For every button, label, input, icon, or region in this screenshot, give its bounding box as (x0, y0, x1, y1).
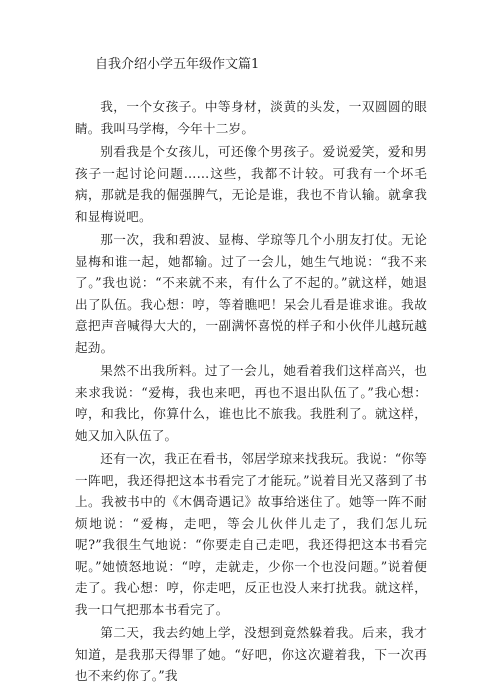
paragraph: 那一次，我和碧波、显梅、学琼等几个小朋友打仗。无论显梅和谁一起，她都输。过了一会儿，她生气地说：“我不来了。”我也说：“不来就不来，有什么了不起的。”就这样，她退出了队伍。我心想：哼，等着瞧吧！呆会儿看是谁求谁。我故意把声音喊得大大的，一副满怀喜悦的样子和小伙伴儿越玩越起劲。 (75, 232, 427, 355)
paragraph: 果然不出我所料。过了一会儿，她看着我们这样高兴，也来求我说：“爱梅，我也来吧，再也不退出队伍了。”我心想：哼，和我比，你算什么，谁也比不旅我。我胜利了。就这样，她又加入队伍了。 (75, 363, 427, 443)
paragraph: 还有一次，我正在看书，邻居学琼来找我玩。我说：“你等一阵吧，我还得把这本书看完了才能玩。”说着目光又落到了书上。我被书中的《木偶奇遇记》故事给迷住了。她等一阵不耐烦地说：“爱梅，走吧，等会儿伙伴儿走了，我们怎儿玩呢?”我很生气地说：“你要走自己走吧，我还得把这本书看完呢。”她愤怒地说：“哼，走就走，少你一个也没问题。”说着便走了。我心想：哼，你走吧，反正也没人来打扰我。就这样，我一口气把那本书看完了。 (75, 451, 427, 617)
document-title: 自我介绍小学五年级作文篇1 (95, 57, 260, 72)
paragraph: 别看我是个女孩儿，可还像个男孩子。爱说爱笑，爱和男孩子一起讨论问题……这些，我都不计较。可我有一个坏毛病，那就是我的倔强脾气，无论是谁，我也不肯认输。就拿我和显梅说吧。 (75, 144, 427, 224)
paragraph: 我，一个女孩子。中等身材，淡黄的头发，一双圆圆的眼睛。我叫马学梅，今年十二岁。 (75, 99, 427, 136)
document-body (75, 96, 427, 689)
paragraph: 第二天，我去约她上学，没想到竟然躲着我。后来，我才知道，是我那天得罪了她。“好吧，你这次避着我，下一次再也不来约你了。”我 (75, 625, 427, 683)
